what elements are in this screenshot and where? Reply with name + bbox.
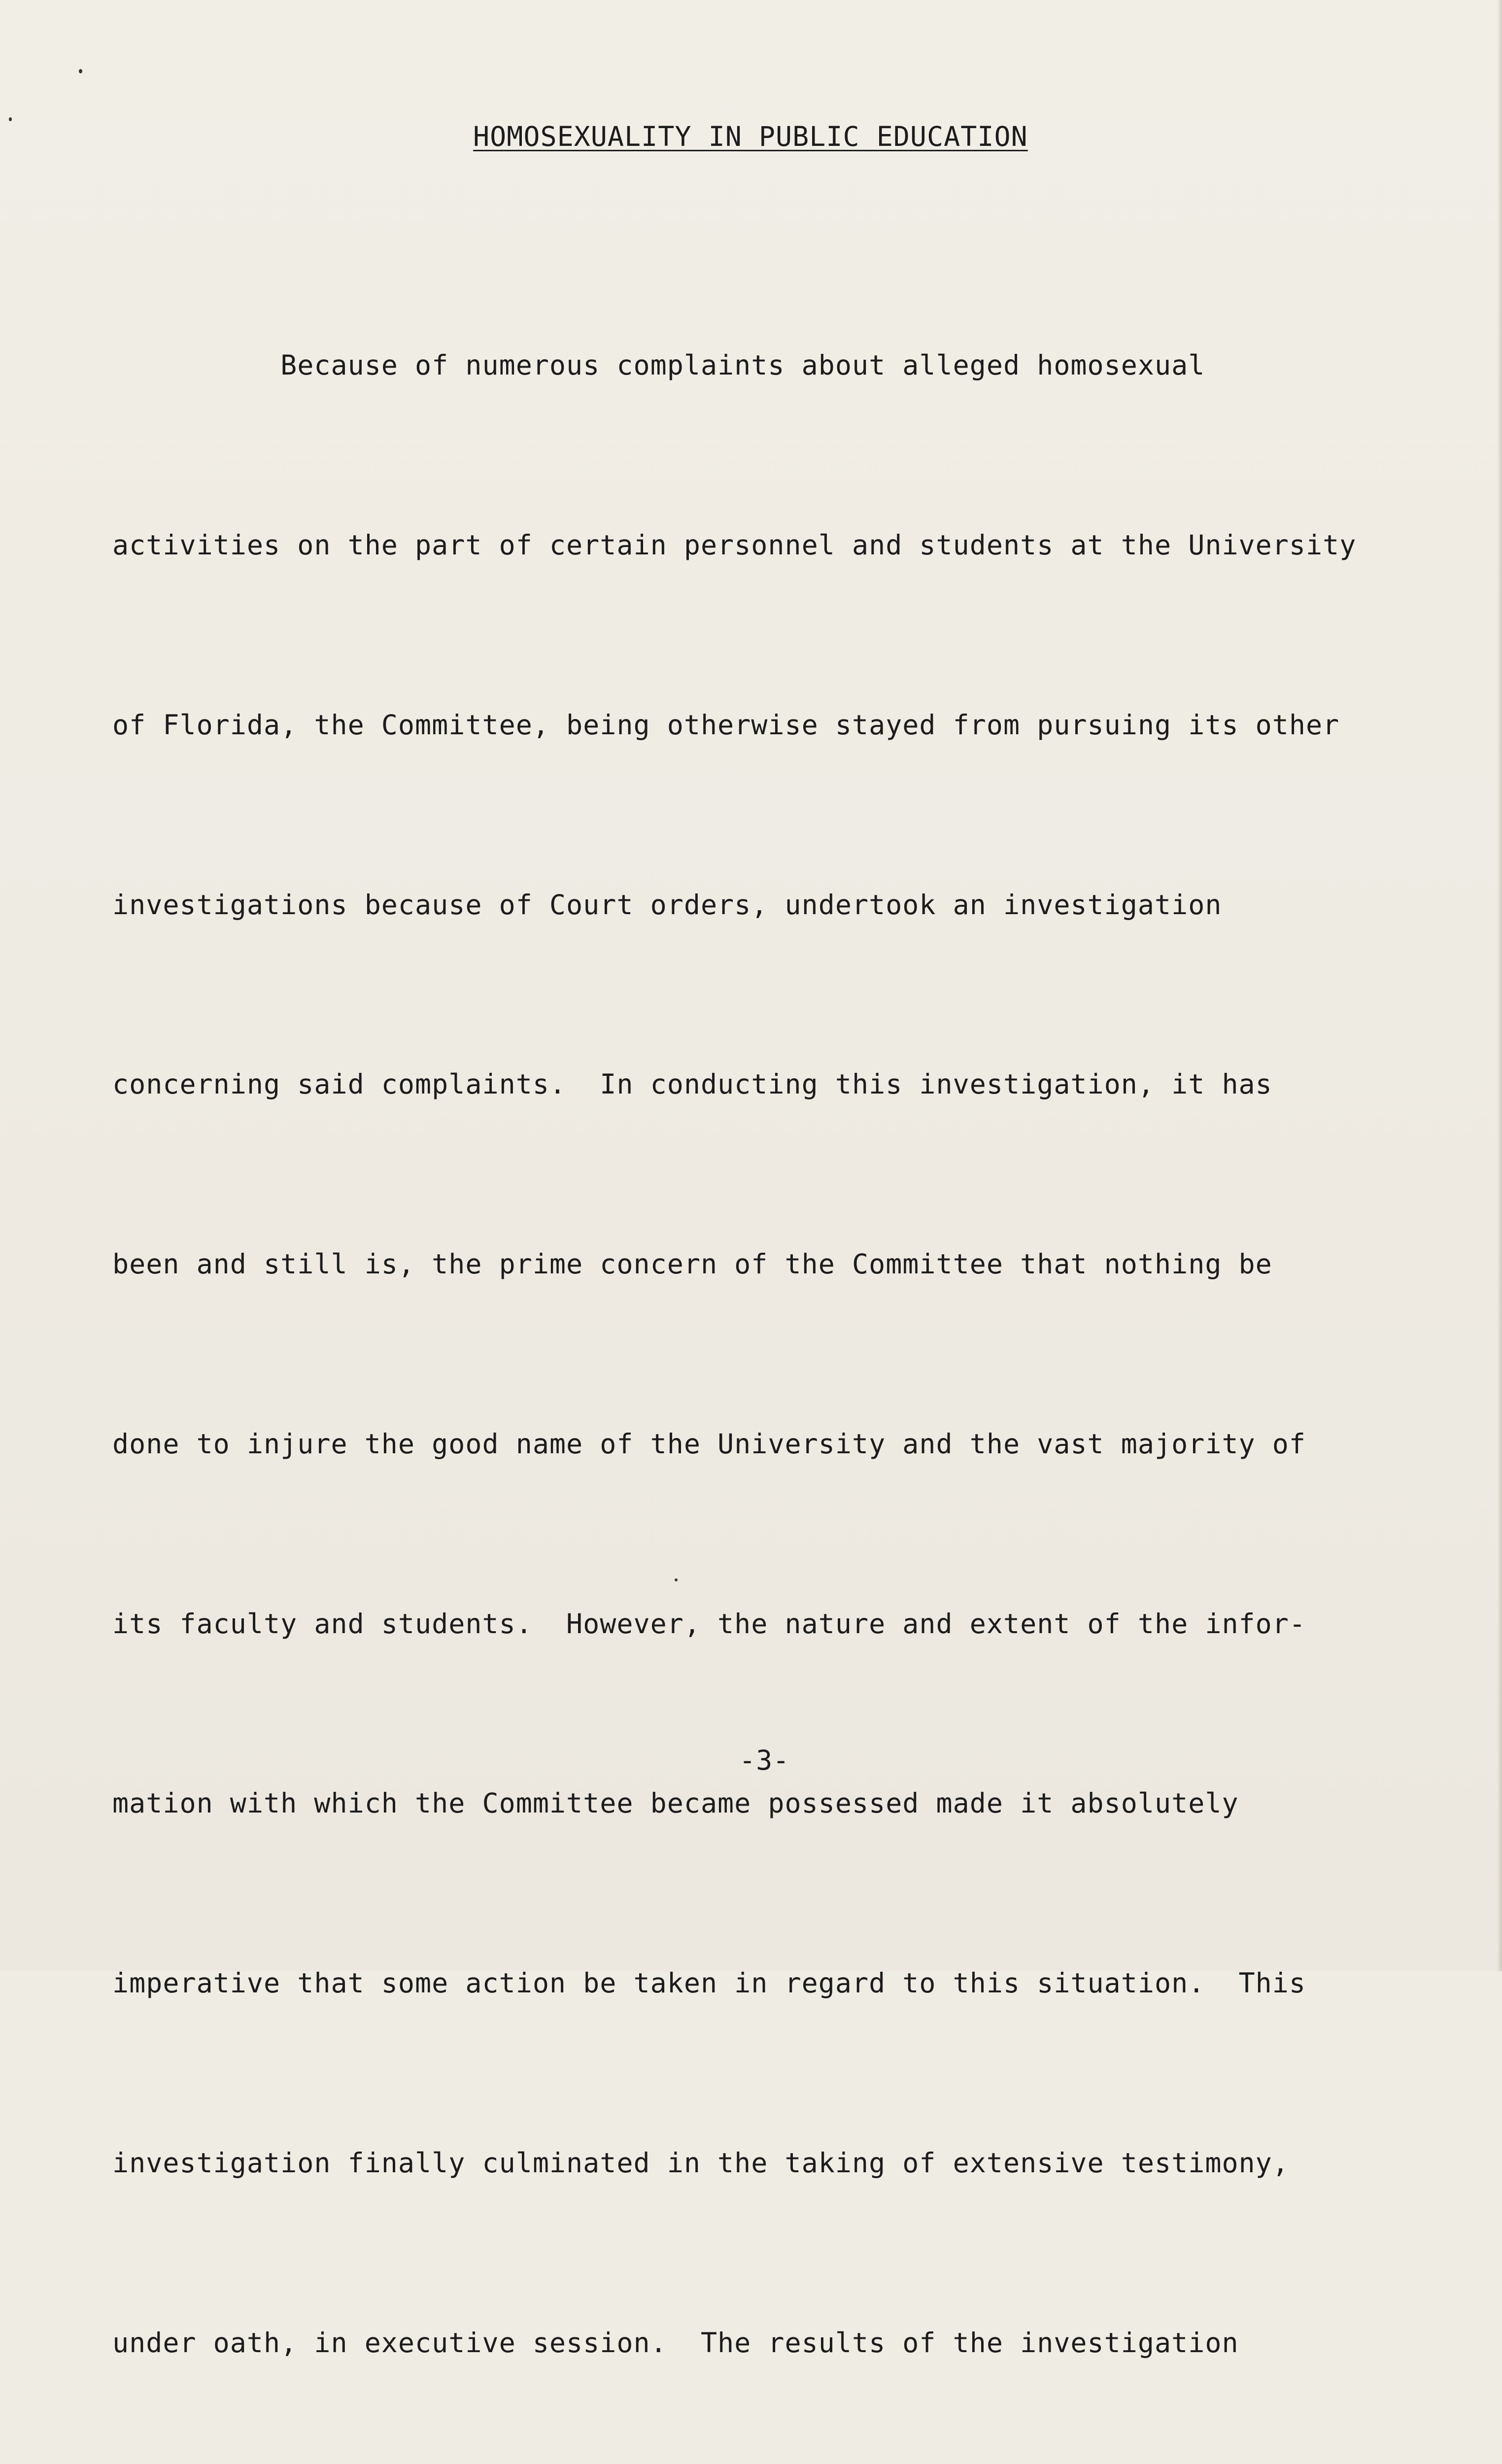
body-line: Because of numerous complaints about alleged homosexual [112, 349, 1205, 381]
body-line: imperative that some action be taken in regard to this situation. This [112, 1967, 1306, 1999]
document-body [112, 216, 1356, 2464]
page-edge-shadow [1497, 0, 1502, 1971]
document-title: HOMOSEXUALITY IN PUBLIC EDUCATION [473, 121, 1028, 152]
body-line: under oath, in executive session. The results of the investigation [112, 2327, 1239, 2359]
body-line: of Florida, the Committee, being otherwise stayed from pursuing its other [112, 709, 1340, 741]
page-number: -3- [739, 1745, 790, 1776]
paper-speck [79, 69, 82, 73]
body-line: been and still is, the prime concern of the Committee that nothing be [112, 1248, 1272, 1280]
body-line: its faculty and students. However, the nature and extent of the infor- [112, 1608, 1306, 1640]
body-line: concerning said complaints. In conducting this investigation, it has [112, 1068, 1272, 1100]
paper-speck [9, 117, 12, 121]
body-line: investigations because of Court orders, undertook an investigation [112, 889, 1222, 921]
body-line: done to injure the good name of the University and the vast majority of [112, 1428, 1306, 1460]
body-line: activities on the part of certain personnel and students at the University [112, 529, 1357, 561]
body-line: investigation finally culminated in the taking of extensive testimony, [112, 2147, 1289, 2179]
body-line: mation with which the Committee became possessed made it absolutely [112, 1787, 1239, 1819]
